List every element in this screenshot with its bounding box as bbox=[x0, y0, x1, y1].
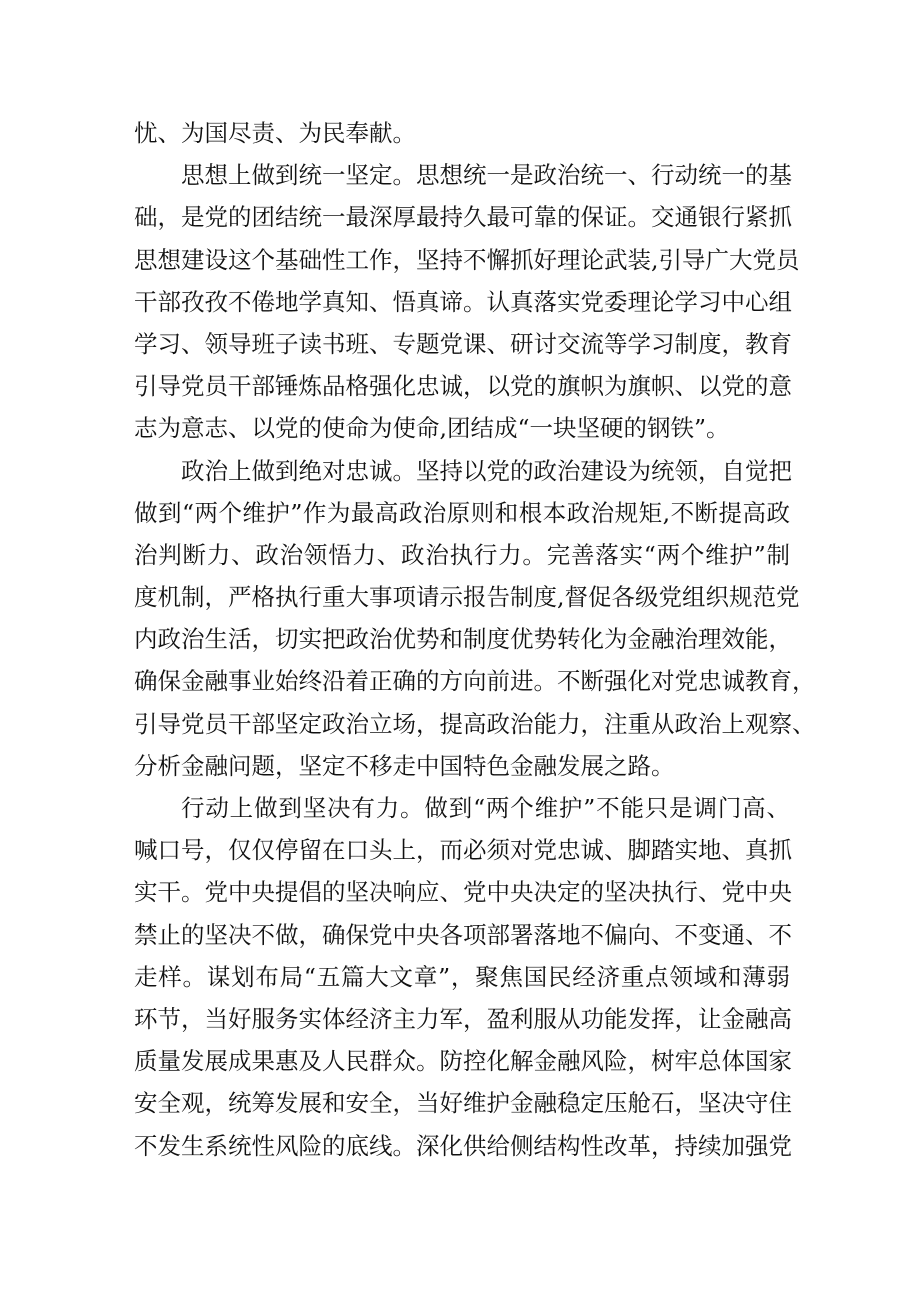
text-line: 禁止的坚决不做，确保党中央各项部署落地不偏向、不变通、不 bbox=[134, 920, 792, 949]
text-line: 引导党员干部锤炼品格强化忠诚，以党的旗帜为旗帜、以党的意 bbox=[134, 372, 792, 401]
text-line: 环节，当好服务实体经济主力军，盈利服从功能发挥，让金融高 bbox=[134, 1004, 792, 1033]
text-line: 确保金融事业始终沿着正确的方向前进。不断强化对党忠诚教育， bbox=[134, 667, 816, 696]
text-line: 础，是党的团结统一最深厚最持久最可靠的保证。交通银行紧抓 bbox=[134, 203, 792, 232]
paragraph-start-line: 行动上做到坚决有力。做到“两个维护”不能只是调门高、 bbox=[181, 794, 790, 822]
text-line: 做到“两个维护”作为最高政治原则和根本政治规矩,不断提高政 bbox=[134, 498, 790, 527]
text-line: 走样。谋划布局“五篇大文章”，聚焦国民经济重点领域和薄弱 bbox=[134, 962, 790, 991]
text-line: 度机制，严格执行重大事项请示报告制度,督促各级党组织规范党 bbox=[134, 583, 800, 612]
text-line: 不发生系统性风险的底线。深化供给侧结构性改革，持续加强党 bbox=[134, 1131, 792, 1160]
body-text bbox=[134, 112, 816, 1167]
text-line: 实干。党中央提倡的坚决响应、党中央决定的坚决执行、党中央 bbox=[134, 878, 792, 907]
paragraph-start-line: 思想上做到统一坚定。思想统一是政治统一、行动统一的基 bbox=[181, 161, 792, 190]
text-line: 分析金融问题，坚定不移走中国特色金融发展之路。 bbox=[134, 751, 675, 780]
text-line: 安全观，统筹发展和安全，当好维护金融稳定压舱石，坚决守住 bbox=[134, 1089, 792, 1118]
text-line: 喊口号，仅仅停留在口头上，而必须对党忠诚、脚踏实地、真抓 bbox=[134, 836, 792, 865]
text-line: 内政治生活，切实把政治优势和制度优势转化为金融治理效能， bbox=[134, 625, 792, 654]
text-line: 引导党员干部坚定政治立场，提高政治能力，注重从政治上观察、 bbox=[134, 709, 816, 738]
text-line: 干部孜孜不倦地学真知、悟真谛。认真落实党委理论学习中心组 bbox=[134, 287, 792, 316]
text-line: 忧、为国尽责、为民奉献。 bbox=[134, 119, 416, 147]
text-line: 思想建设这个基础性工作，坚持不懈抓好理论武装,引导广大党员 bbox=[134, 245, 800, 274]
text-line: 学习、领导班子读书班、专题党课、研讨交流等学习制度，教育 bbox=[134, 329, 792, 358]
text-line: 治判断力、政治领悟力、政治执行力。完善落实“两个维护”制 bbox=[134, 540, 790, 569]
text-line: 志为意志、以党的使命为使命,团结成“一块坚硬的钢铁”。 bbox=[134, 414, 730, 443]
text-line: 质量发展成果惠及人民群众。防控化解金融风险，树牢总体国家 bbox=[134, 1047, 792, 1076]
paragraph-start-line: 政治上做到绝对忠诚。坚持以党的政治建设为统领，自觉把 bbox=[181, 456, 792, 485]
